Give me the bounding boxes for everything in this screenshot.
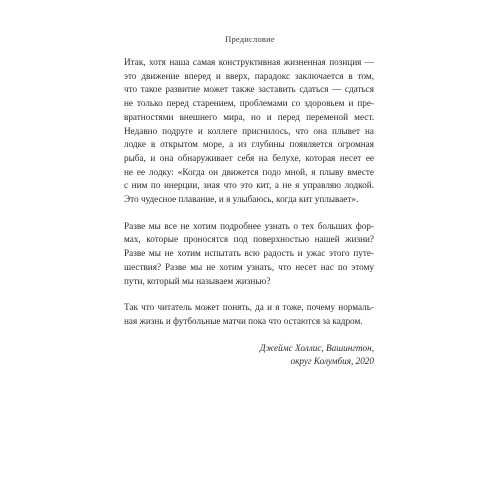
text-line: Это чудесное плавание, и я улыбаюсь, когда кит уплывает». bbox=[124, 194, 359, 205]
text-line: Разве мы не хотим испытать всю радость и ужас этого путе- bbox=[124, 248, 374, 259]
paragraph-2 bbox=[124, 220, 374, 289]
paragraph-1 bbox=[124, 56, 374, 207]
text-line: шествия? Разве мы не хотим узнать, что несет нас по этому bbox=[124, 261, 374, 272]
text-line: что такое развитие может также заставить сдаться — сдаться bbox=[124, 84, 374, 95]
text-line: ная жизнь и футбольные матчи пока что остаются за кадром. bbox=[124, 315, 363, 326]
paragraph-3 bbox=[124, 301, 374, 328]
author-signature bbox=[124, 342, 374, 369]
signature-line-2: округ Колумбия, 2020 bbox=[290, 356, 374, 367]
text-line: с ним по инерции, зная что это кит, а не я управляю лодкой. bbox=[124, 180, 374, 191]
text-line: Разве мы все не хотим подробнее узнать о тех больших фор- bbox=[124, 220, 374, 231]
text-line: не ее лодку: «Когда он движется подо мной, я плыву вместе bbox=[124, 166, 374, 177]
text-line: пути, который мы называем жизнью? bbox=[124, 275, 271, 286]
text-line: рыба, и она обнаруживает себя на белухе, которая несет ее bbox=[124, 152, 374, 163]
text-line: мах, которые проносятся под поверхностью нашей жизни? bbox=[124, 234, 374, 245]
text-line: Так что читатель может понять, да и я тоже, почему нормаль- bbox=[124, 302, 374, 313]
signature-line-1: Джеймс Холлис, Вашингтон, bbox=[259, 342, 374, 353]
text-line: лодке в открытом море, а из глубины появляется огромная bbox=[124, 139, 374, 150]
body-text bbox=[124, 56, 374, 369]
text-line: это движение вперед и вверх, парадокс заключается в том, bbox=[124, 70, 374, 81]
running-header: Предисловие bbox=[225, 34, 275, 44]
text-line: не только перед старением, проблемами со здоровьем и пре- bbox=[124, 98, 374, 109]
text-line: Итак, хотя наша самая конструктивная жизненная позиция — bbox=[124, 57, 374, 67]
text-line: Недавно подруге и коллеге приснилось, что она плывет на bbox=[124, 125, 374, 136]
text-line: вратностями внешнего мира, но и перед переменой мест. bbox=[124, 111, 374, 122]
